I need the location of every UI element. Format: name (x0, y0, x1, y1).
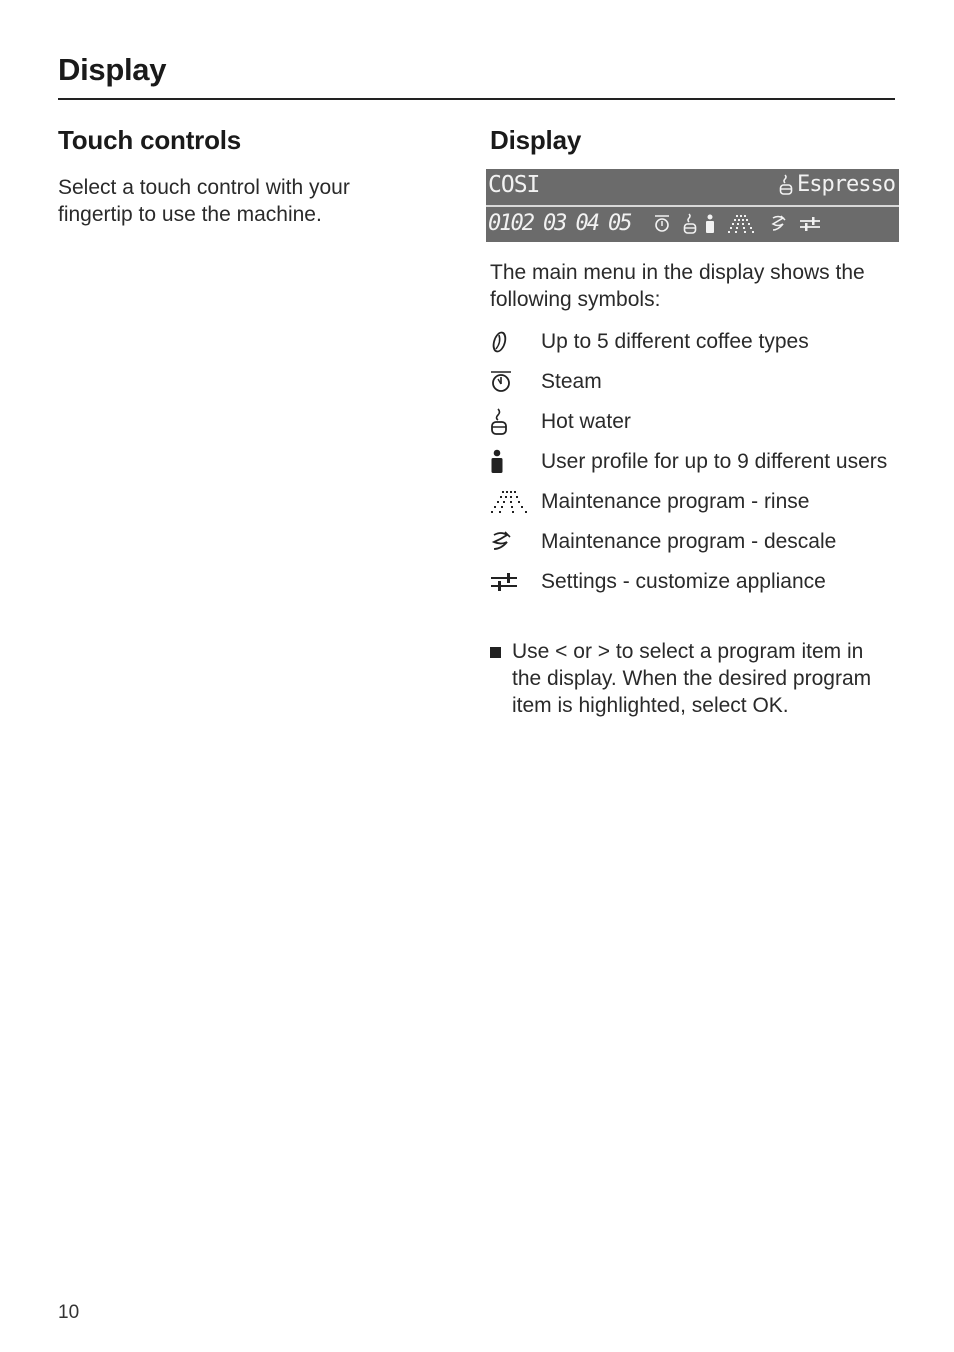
display-heading: Display (490, 125, 582, 155)
hot-water-icon (779, 174, 793, 196)
hot-water-icon (683, 213, 697, 235)
list-item (490, 488, 890, 515)
rinse-icon (490, 488, 541, 515)
list-item (490, 448, 890, 475)
lcd-coffee-item: 04 (575, 211, 598, 236)
descale-icon (769, 214, 787, 234)
lcd-machine-name: COSI (488, 172, 540, 198)
list-item (490, 528, 890, 555)
settings-icon (490, 568, 541, 595)
lcd-selected-drink (779, 172, 895, 197)
user-profile-icon (490, 448, 541, 475)
coffee-icon (490, 328, 541, 355)
symbol-list (490, 328, 890, 608)
lcd-status-row (486, 169, 899, 207)
square-bullet-icon (490, 647, 501, 658)
descale-icon (490, 528, 541, 555)
symbol-label: Steam (541, 370, 602, 393)
touch-controls-text: Select a touch control with your fingertip to use the machine. (58, 176, 350, 226)
lcd-drink-label: Espresso (797, 172, 895, 197)
symbol-label: Settings - customize appliance (541, 570, 826, 593)
title-divider (58, 98, 895, 100)
lcd-coffee-item: 05 (608, 211, 631, 236)
touch-controls-heading: Touch controls (58, 125, 242, 155)
lcd-menu-row (486, 207, 899, 242)
symbol-label: Maintenance program - descale (541, 530, 837, 553)
steam-icon (653, 214, 671, 234)
hot-water-icon (490, 408, 541, 435)
display-section (490, 125, 900, 156)
user-profile-icon (705, 214, 715, 234)
symbol-label: User profile for up to 9 different users (541, 450, 888, 473)
page-title: Display (58, 52, 167, 87)
rinse-icon (727, 214, 757, 234)
settings-icon (799, 216, 821, 232)
lcd-coffee-item: 02 (510, 211, 533, 236)
list-item (490, 328, 890, 355)
instruction-text: Use < or > to select a program item in the display. When the desired program item is highlighted, select OK. (512, 640, 872, 717)
lcd-coffee-item: 01 (488, 211, 511, 236)
display-intro-text: The main menu in the display shows the following symbols: (490, 261, 865, 311)
lcd-coffee-item: 03 (543, 211, 566, 236)
symbol-label: Maintenance program - rinse (541, 490, 810, 513)
page-number: 10 (58, 1302, 80, 1323)
touch-controls-section (58, 125, 418, 228)
instruction-item (490, 638, 890, 719)
symbol-label: Hot water (541, 410, 631, 433)
lcd-display (486, 169, 899, 242)
list-item (490, 568, 890, 595)
list-item (490, 408, 890, 435)
list-item (490, 368, 890, 395)
steam-icon (490, 368, 541, 395)
symbol-label: Up to 5 different coffee types (541, 330, 809, 353)
